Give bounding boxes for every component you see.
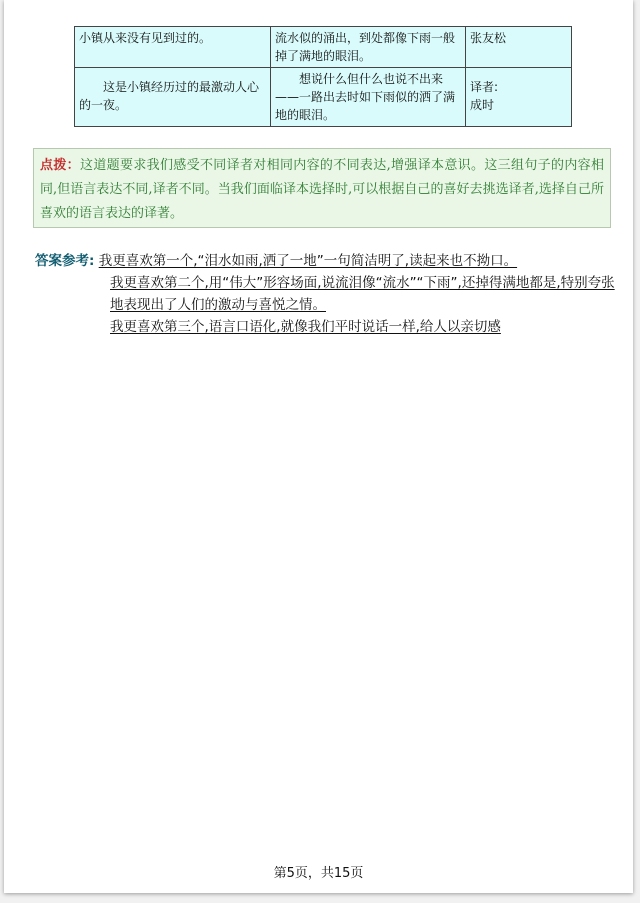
translation-text-cell: 想说什么但什么也说不出来——一路出去时如下雨似的洒了满地的眼泪。 [271,68,466,127]
translation-comparison-table [74,26,572,127]
table-row [75,27,572,68]
translation-text-cell: 流水似的涌出，到处都像下雨一般掉了满地的眼泪。 [271,27,466,68]
original-text-cell: 这是小镇经历过的最激动人心的一夜。 [75,68,271,127]
hint-label: 点拨： [40,158,80,173]
answer-paragraph-2: 我更喜欢第二个,用“伟大”形容场面,说流泪像“流水”“下雨”,还掉得满地都是,特别夸张地表现出了人们的激动与喜悦之情。 [110,275,615,313]
document-page [4,0,633,893]
translator-cell [466,68,572,127]
page-footer: 第5页，共15页 [273,866,364,881]
translator-cell: 张友松 [466,27,572,68]
answer-section [35,250,615,338]
original-text-cell: 小镇从来没有见到过的。 [75,27,271,68]
answer-label: 答案参考: [35,253,95,269]
hint-text: 这道题要求我们感受不同译者对相同内容的不同表达,增强译本意识。这三组句子的内容相同,但语言表达不同,译者不同。当我们面临译本选择时,可以根据自己的喜好去挑选译者,选择自己所喜欢的语言表达的译著。 [40,158,604,221]
answer-paragraph-1: 我更喜欢第一个,“泪水如雨,洒了一地”一句简洁明了,读起来也不拗口。 [98,253,518,269]
translator-label: 译者: [470,80,499,94]
answer-paragraph-3: 我更喜欢第三个,语言口语化,就像我们平时说话一样,给人以亲切感 [110,319,501,335]
translator-name: 成时 [470,98,495,112]
hint-box [33,148,611,228]
table-row [75,68,572,127]
